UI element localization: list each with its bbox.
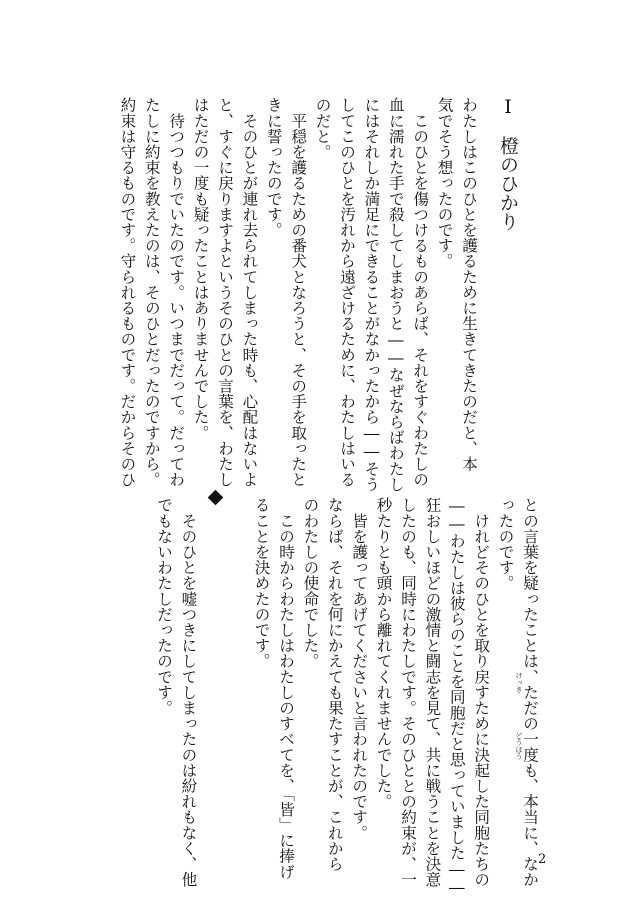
bottom-text-column: 秒たりとも頭から離れてくれませんでした。 bbox=[374, 497, 393, 809]
bottom-text-column: ることを決めたのです。 bbox=[252, 497, 271, 669]
bottom-text-column: ――わたしは彼らのことを同胞だと思っていました―― bbox=[447, 497, 466, 897]
bottom-text-column: ならば、それを何にかえても果たすことが、これから bbox=[325, 497, 344, 872]
bottom-text-column: この時からわたしはわたしのすべてを、「皆」に捧げ bbox=[277, 497, 295, 880]
bottom-text-column: でもないわたしだったのです。 bbox=[155, 497, 173, 716]
bottom-text-column: 皆を護ってあげてくださいと言われたのです。 bbox=[350, 497, 369, 841]
top-text-column: にはそれしか満足にできることがなかったから――そう bbox=[362, 97, 381, 492]
top-text-column: 血に濡れた手で殺してしまおうと――なぜならばわたし bbox=[386, 97, 405, 492]
top-text-column: と、すぐに戻りますよというそのひとの言葉を、わたし bbox=[216, 97, 234, 487]
top-text-column: そのひとが連れ去られてしまった時も、心配はないよ bbox=[240, 97, 259, 487]
top-text-column: してこのひとを汚れから遠ざけるために、わたしはいる bbox=[338, 97, 356, 487]
bottom-text-column: けれどそのひとを取り戻すために決起した同胞たちの bbox=[472, 497, 491, 887]
bottom-text-column: そのひとを嘘つきにしてしまったのは紛れもなく、他 bbox=[179, 497, 198, 887]
top-text-column: このひとを傷つけるものあらば、それをすぐわたしの bbox=[411, 97, 430, 487]
chapter-title bbox=[496, 96, 520, 231]
top-text-column: たしに約束を教えたのは、そのひとだったのですから。 bbox=[142, 97, 161, 487]
top-text-column: きに誓ったのです。 bbox=[264, 97, 283, 238]
bottom-text-column: との言葉を疑ったことは、ただの一度も、本当に、なか bbox=[521, 497, 539, 887]
ruby-douhou: どうほう bbox=[515, 732, 523, 760]
top-text-column: わたしはこのひとを護るために生きてきたのだと、本 bbox=[460, 97, 478, 472]
ruby-kekki: けっき bbox=[515, 672, 523, 693]
top-text-column: 約束は守るものです。守られるものです。だからそのひ bbox=[118, 97, 137, 487]
top-text-column: 気でそう想ったのです。 bbox=[435, 97, 454, 269]
chapter-title-text: 橙のひかり bbox=[497, 136, 519, 231]
bottom-text-column: ったのです。 bbox=[496, 497, 515, 591]
bottom-text-column: したのも、同時にわたしです。そのひととの約束が、一 bbox=[399, 497, 417, 887]
chapter-numeral: Ⅰ bbox=[497, 96, 519, 118]
bottom-text-column: のわたしの使命でした。 bbox=[301, 497, 320, 669]
page-number: 2 bbox=[538, 852, 547, 867]
top-text-column: はただの一度も疑ったことはありませんでした。 bbox=[191, 97, 210, 441]
top-text-column: のだと。 bbox=[313, 97, 332, 160]
top-text-column: 平穏を護るための番犬となろうと、その手を取ったと bbox=[289, 97, 308, 487]
top-text-column: 待つつもりでいたのです。いつまでだって。だってわ bbox=[167, 97, 186, 487]
section-break-diamond-icon bbox=[208, 490, 224, 506]
bottom-text-column: 狂おしいほどの激情と闘志を見て、共に戦うことを決意 bbox=[423, 497, 442, 887]
